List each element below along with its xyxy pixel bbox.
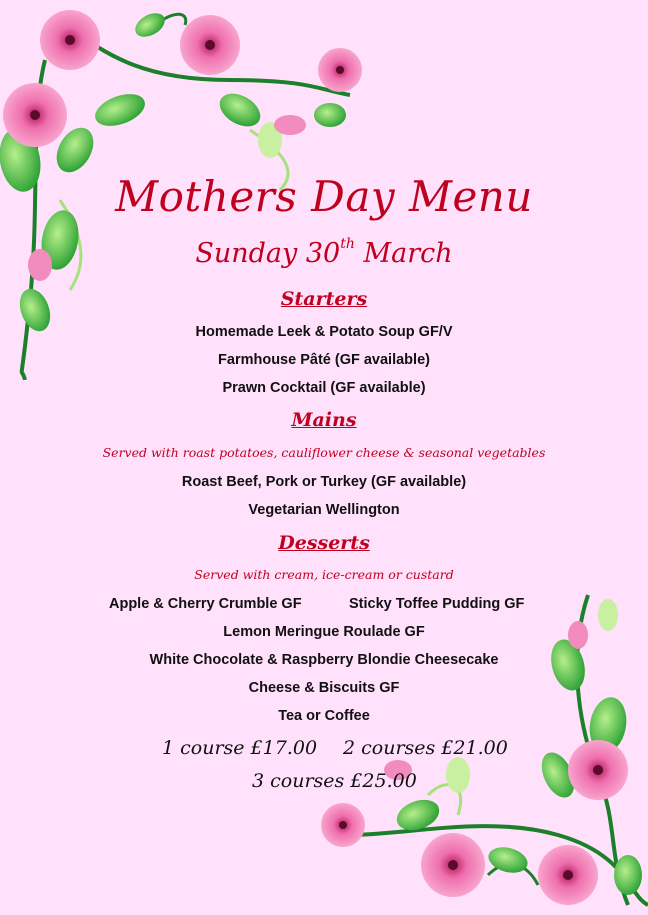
menu-title: Mothers Day Menu [115, 172, 533, 221]
dessert-item: Lemon Meringue Roulade GF [223, 624, 425, 640]
date-day: Sunday 30 [195, 238, 341, 269]
menu-date [0, 238, 648, 269]
price-one-course: 1 course £17.00 [162, 737, 318, 759]
starters-heading: Starters [280, 288, 368, 310]
price-three-courses: 3 courses £25.00 [252, 770, 417, 792]
dessert-item: Sticky Toffee Pudding GF [349, 596, 525, 612]
dessert-item: Tea or Coffee [278, 708, 370, 724]
date-month: March [363, 238, 453, 269]
mains-heading: Mains [291, 409, 357, 431]
main-item: Vegetarian Wellington [248, 502, 400, 518]
price-two-courses: 2 courses £21.00 [343, 737, 508, 759]
starter-item: Prawn Cocktail (GF available) [222, 380, 426, 396]
dessert-item: Apple & Cherry Crumble GF [109, 596, 302, 612]
date-suffix: th [340, 236, 355, 252]
starter-item: Farmhouse Pâté (GF available) [218, 352, 430, 368]
starter-item: Homemade Leek & Potato Soup GF/V [195, 324, 453, 340]
main-item: Roast Beef, Pork or Turkey (GF available) [181, 474, 467, 490]
dessert-item: Cheese & Biscuits GF [248, 680, 400, 696]
dessert-item: White Chocolate & Raspberry Blondie Cheesecake [149, 652, 499, 668]
mains-note: Served with roast potatoes, cauliflower cheese & seasonal vegetables [102, 445, 546, 460]
desserts-heading: Desserts [278, 532, 370, 554]
desserts-note: Served with cream, ice-cream or custard [194, 567, 454, 582]
